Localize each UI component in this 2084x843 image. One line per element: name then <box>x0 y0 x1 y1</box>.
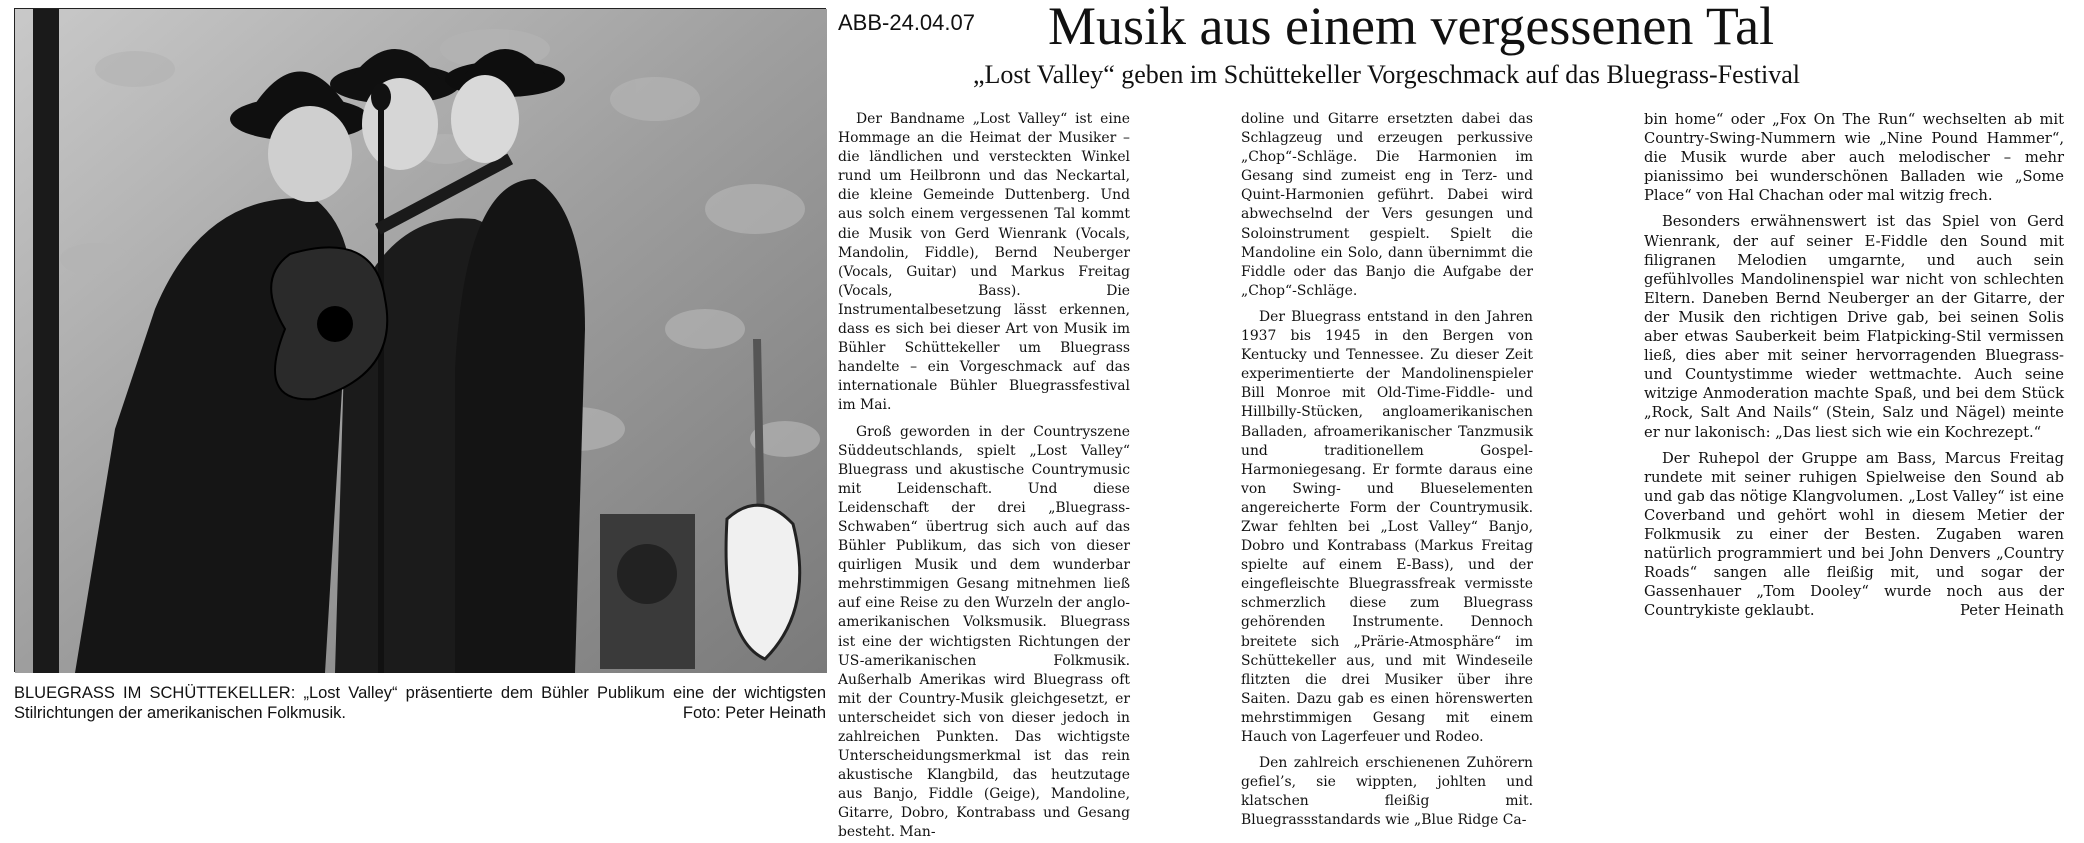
paragraph: doline und Gitarre ersetzten dabei das Schlagzeug und erzeugen perkussive „Chop“-Schläge. Die Harmonien im Gesang sind zumeist eng in Terz- und Quint-Harmonien geführt. Dabei wird abwechselnd der Vers gesungen und Soloinstrument gespielt. Spielt die Mandoline ein Solo, dann übernimmt die Fiddle oder das Banjo die Aufgabe der „Chop“-Schläge. <box>1241 111 1533 299</box>
photo-credit: Foto: Peter Heinath <box>682 704 826 722</box>
subheadline: „Lost Valley“ geben im Schüttekeller Vorgeschmack auf das Bluegrass-Festival <box>973 60 1800 89</box>
paragraph: Besonders erwähnenswert ist das Spiel von Gerd Wienrank, der auf seiner E-Fiddle den Sound mit filigranen Melodien umgarnte, und auch sein gefühlvolles Mandolinenspiel war nicht von schlechten Eltern. Daneben Bernd Neuberger an der Gitarre, der der Musik den richtigen Drive gab, bei seinen Solis aber etwas Sauberkeit beim Flatpicking-Stil vermissen ließ, dies aber mit seiner hervorragenden Bluegrass- und Countystimme wieder wettmachte. Auch seine witzige Anmoderation machte Spaß, und bei dem Stück „Rock, Salt And Nails“ (Stein, Salz und Nägel) meinte er nur lakonisch: „Das liest sich wie ein Kochrezept.“ <box>1644 213 2064 441</box>
article-column-1 <box>838 110 1130 841</box>
paragraph-text: Der Ruhepol der Gruppe am Bass, Marcus Freitag rundete mit seiner ruhigen Spielweise den Sound ab und gab das nötige Klangvolumen. „Lost Valley“ ist eine Coverband und gehört wohl in diesem Metier der Folkmusik zu einer der Besten. Zugaben waren natürlich programmiert und bei John Denvers „Country Roads“ sangen alle fleißig mit, und sogar der Gassenhauer „Tom Dooley“ wurde noch aus der Countrykiste geklaubt. <box>1644 449 2064 620</box>
paragraph: bin home“ oder „Fox On The Run“ wechselten ab mit Country-Swing-Nummern wie „Nine Pound Hammer“, die Musik wurde aber auch melodischer – mehr pianissimo bei wunderschönen Balladen wie „Some Place“ von Hal Chachan oder mal witzig frech. <box>1644 111 2064 205</box>
paragraph: Den zahlreich erschienenen Zuhörern gefiel’s, sie wippten, johlten und klatschen fleißig mit. Bluegrassstandards wie „Blue Ridge Ca- <box>1241 755 1533 829</box>
photo-caption <box>14 683 826 723</box>
article-column-2 <box>1241 110 1533 829</box>
band-photo <box>14 8 826 672</box>
paragraph <box>1644 449 2064 621</box>
headline: Musik aus einem vergessenen Tal <box>1048 0 1775 56</box>
paragraph: Groß geworden in der Countryszene Süddeutschlands, spielt „Lost Valley“ Bluegrass und akustische Countrymusic mit Leidenschaft. Und diese Leidenschaft der drei „Bluegrass-Schwaben“ übertrug sich auch auf das Bühler Publikum, das sich von dieser quirligen Musik und dem wunderbar mehrstimmigen Gesang mitnehmen ließ auf eine Reise zu den Wurzeln der anglo-amerikanischen Volksmusik. Bluegrass ist eine der wichtigsten Richtungen der US-amerikanischen Folkmusik. Außerhalb Amerikas wird Bluegrass oft mit der Country-Musik gleichgesetzt, er unterscheidet sich von dieser jedoch in zahlreichen Punkten. Das wichtigste Unterscheidungsmerkmal ist das rein akustische Klangbild, das heutzutage aus Banjo, Fiddle (Geige), Mandoline, Gitarre, Dobro, Kontrabass und Gesang besteht. Man- <box>838 423 1130 841</box>
paragraph: Der Bandname „Lost Valley“ ist eine Hommage an die Heimat der Musiker – die ländlichen und versteckten Winkel rund um Heilbronn und das Neckartal, die kleine Gemeinde Duttenberg. Und aus solch einem vergessenen Tal kommt die Musik von Gerd Wienrank (Vocals, Mandolin, Fiddle), Bernd Neuberger (Vocals, Guitar) und Markus Freitag (Vocals, Bass). Die Instrumentalbesetzung lässt erkennen, dass es sich bei dieser Art von Musik im Bühler Schüttekeller um Bluegrass handelte – ein Vorgeschmack auf das internationale Bühler Bluegrassfestival im Mai. <box>838 111 1130 414</box>
dateline: ABB-24.04.07 <box>838 10 975 35</box>
author-name: Peter Heinath <box>1960 602 2064 620</box>
article-column-3 <box>1644 110 2064 745</box>
band-photo-illustration <box>15 9 827 673</box>
caption-text: „Lost Valley“ präsentierte dem Bühler Publikum eine der wichtigsten Stilrichtungen der amerikanischen Folkmusik. <box>14 684 826 722</box>
caption-lead: BLUEGRASS IM SCHÜTTEKELLER: <box>14 684 296 702</box>
paragraph: Der Bluegrass entstand in den Jahren 1937 bis 1945 in den Bergen von Kentucky und Tennessee. Zu dieser Zeit experimentierte der Mandolinenspieler Bill Monroe mit Old-Time-Fiddle- und Hillbilly-Stücken, angloamerikanischen Balladen, afroamerikanischer Tanzmusik und traditionellem Gospel-Harmoniegesang. Er formte daraus eine von Swing- und Blueselementen angereicherte Form der Countrymusik. Zwar fehlten bei „Lost Valley“ Banjo, Dobro und Kontrabass (Markus Freitag spielte auf einem E-Bass), und der eingefleischte Bluegrassfreak vermisste schmerzlich diese zum Bluegrass gehörenden Instrumente. Dennoch breitete sich „Prärie-Atmosphäre“ im Schüttekeller aus, und mit Windeseile flitzten die drei Musiker über ihre Saiten. Dazu gab es einen hörenswerten mehrstimmigen Gesang mit einem Hauch von Lagerfeuer und Rodeo. <box>1241 308 1533 745</box>
